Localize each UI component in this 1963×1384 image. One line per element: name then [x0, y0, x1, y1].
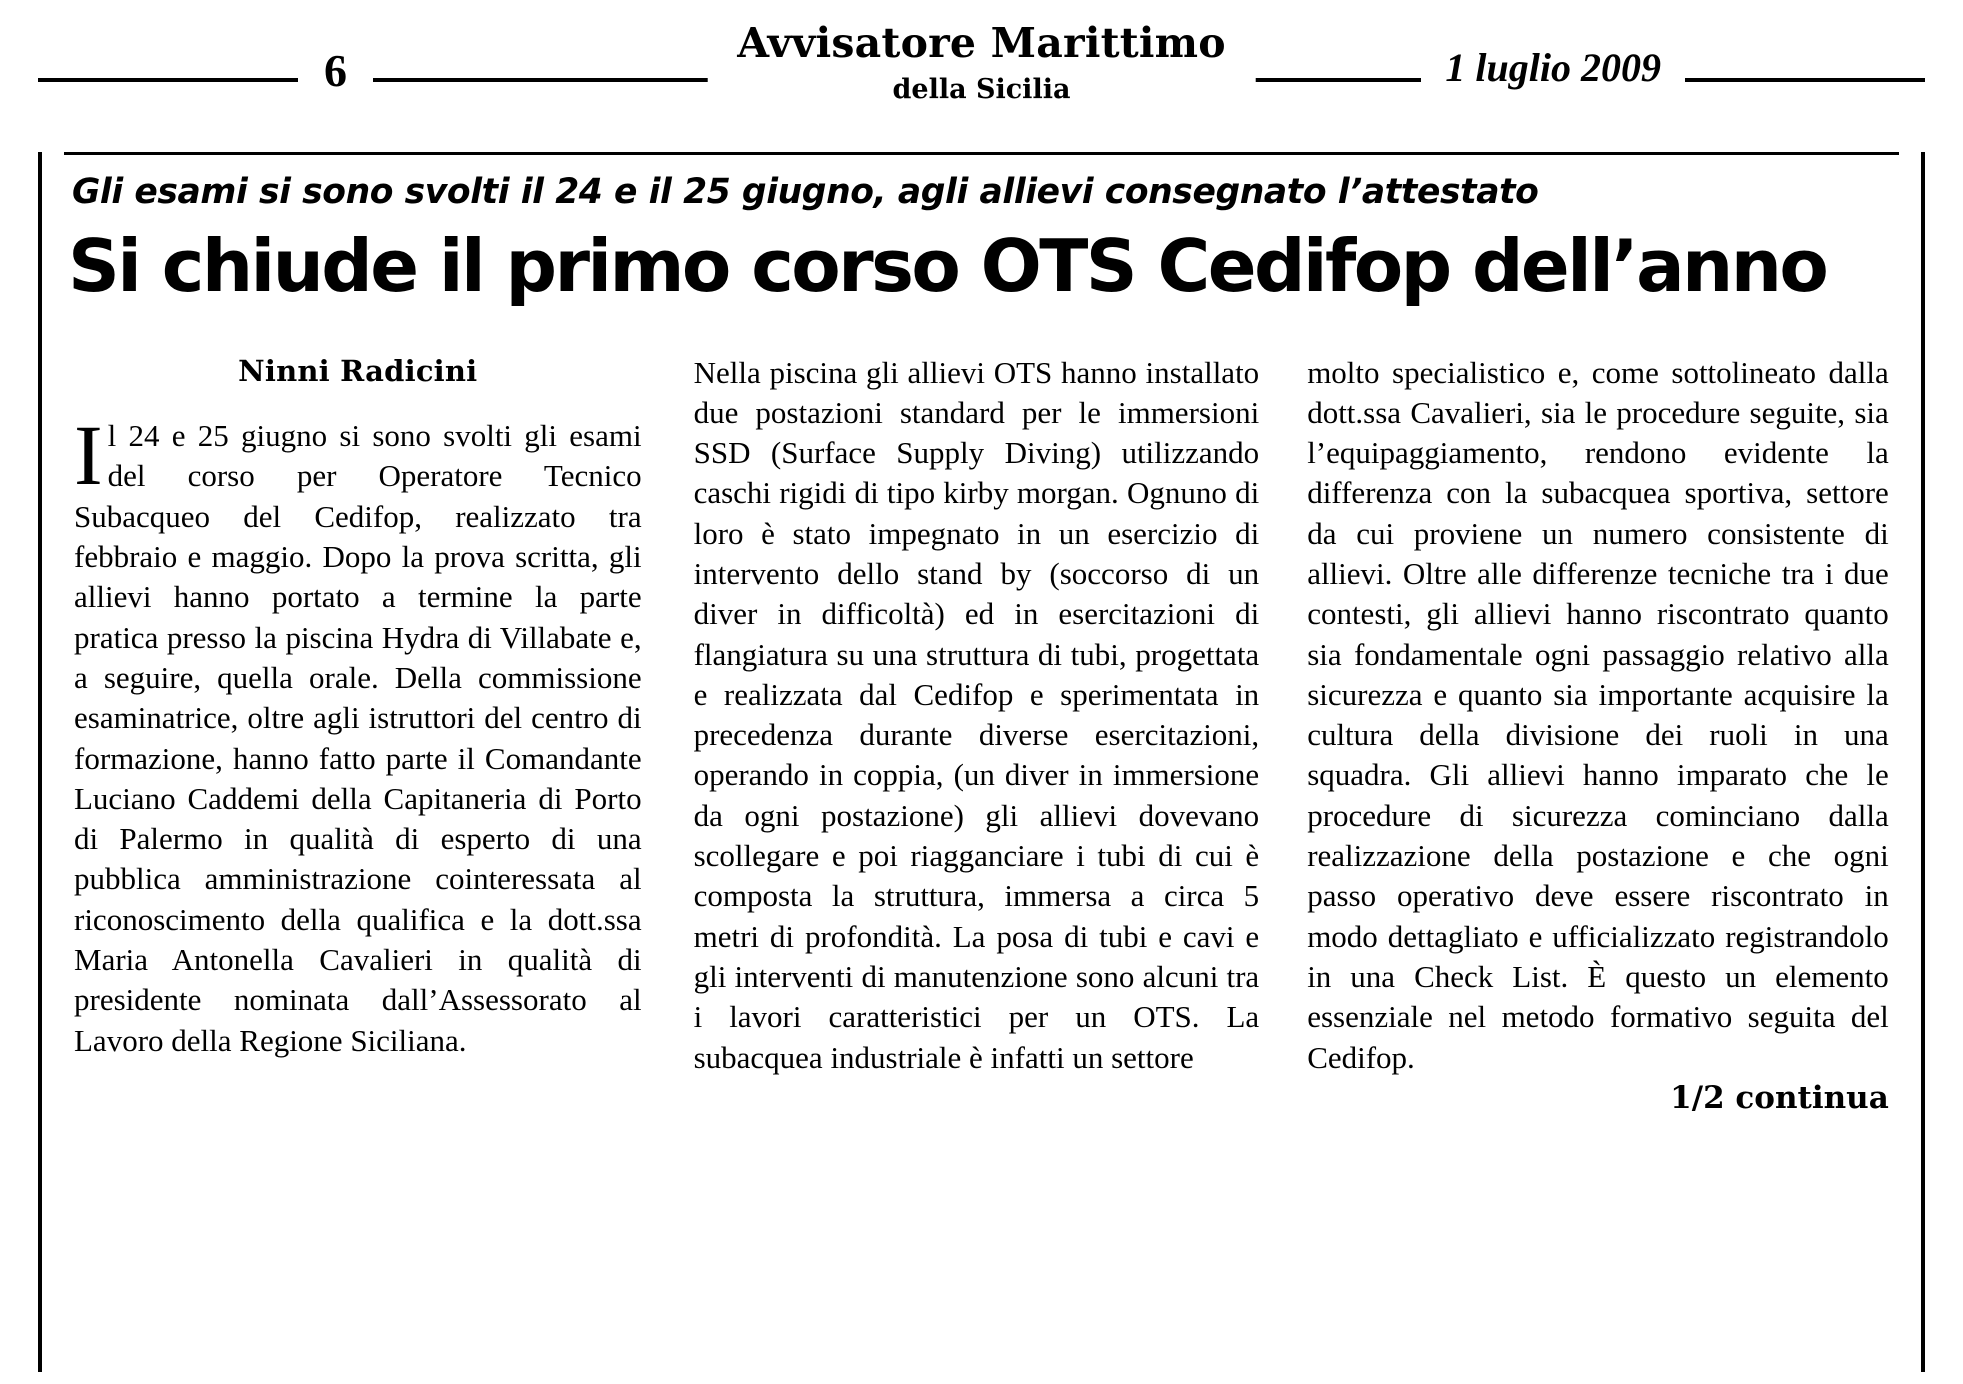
- paper-title: Avvisatore Marittimo: [737, 19, 1226, 67]
- article-column-2: [676, 353, 1288, 1119]
- masthead: [38, 0, 1925, 140]
- article: [38, 152, 1925, 1372]
- article-top-rule: [64, 152, 1899, 155]
- paper-subtitle: della Sicilia: [892, 74, 1071, 106]
- article-body-paragraph: molto specialistico e, come sottolineato dalla dott.ssa Cavalieri, sia le procedure seguite, sia l’equipaggiamento, rendono evidente la differenza con la subacquea sportiva, settore da cui proviene un numero consistente di allievi. Oltre alle differenze tecniche tra i due contesti, gli allievi hanno riscontrato quanto sia fondamentale ogni passaggio relativo alla sicurezza e quanto sia importante acquisire la cultura della divisione dei ruoli in una squadra. Gli allievi hanno imparato che le procedure di sicurezza cominciano dalla realizzazione della postazione e che ogni passo operativo deve essere riscontrato in modo dettagliato e ufficializzato registrandolo in una Check List. È questo un elemento essenziale nel metodo formativo seguita del Cedifop.: [1307, 354, 1889, 1075]
- article-body-paragraph: Nella piscina gli allievi OTS hanno installato due postazioni standard per le immersioni SSD (Surface Supply Diving) utilizzando caschi rigidi di tipo kirby morgan. Ognuno di loro è stato impegnato in un esercizio di intervento dello stand by (soccorso di un diver in difficoltà) ed in esercitazioni di flangiatura su una struttura di tubi, progettata e realizzata dal Cedifop e sperimentata in precedenza durante diverse esercitazioni, operando in coppia, (un diver in immersione da ogni postazione) gli allievi dovevano scollegare e poi riagganciare i tubi di cui è composta la struttura, immersa a circa 5 metri di profondità. La posa di tubi e cavi e gli interventi di manutenzione sono alcuni tra i lavori caratteristici per un OTS. La subacquea industriale è infatti un settore: [693, 354, 1260, 1075]
- paper-title-block: [707, 19, 1256, 109]
- page-number: 6: [298, 48, 373, 94]
- article-body-paragraph: Il 24 e 25 giugno si sono svolti gli esami del corso per Operatore Tecnico Subacqueo del Cedifop, realizzato tra febbraio e maggio. Dopo la prova scritta, gli allievi hanno portato a termine la parte pratica presso la piscina Hydra di Villabate e, a seguire, quella orale. Della commissione esaminatrice, oltre agli istruttori del centro di formazione, hanno fatto parte il Comandante Luciano Caddemi della Capitaneria di Porto di Palermo in qualità di esperto di una pubblica amministrazione cointeressata al riconoscimento della qualifica e la dott.ssa Maria Antonella Cavalieri in qualità di presidente nominata dall’Assessorato al Lavoro della Regione Siciliana.: [74, 407, 642, 1058]
- article-kicker: Gli esami si sono svolti il 24 e il 25 giugno, agli allievi consegnato l’attestato: [72, 172, 1539, 212]
- issue-date: 1 luglio 2009: [1421, 48, 1685, 88]
- article-columns: [64, 353, 1899, 1119]
- article-headline: Si chiude il primo corso OTS Cedifop dell’anno: [68, 223, 1827, 308]
- continuation-note: 1/2 continua: [1670, 1079, 1889, 1116]
- article-column-1: [64, 353, 676, 1119]
- article-byline: Ninni Radicini: [238, 353, 478, 388]
- article-column-3: [1287, 353, 1899, 1119]
